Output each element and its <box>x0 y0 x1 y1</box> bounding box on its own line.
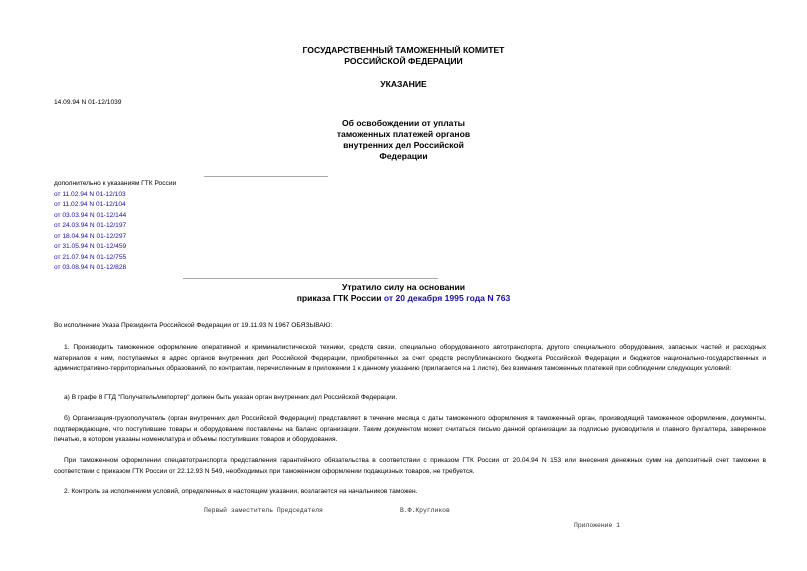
ref-link[interactable]: от 11.02.94 N 01-12/103 <box>54 190 126 198</box>
status-prefix: приказа ГТК России <box>296 293 384 303</box>
ref-link[interactable]: от 03.08.94 N 01-12/828 <box>54 264 127 271</box>
supplement-intro: дополнительно к указаниям ГТК России <box>54 180 177 187</box>
org-name-line1: ГОСУДАРСТВЕННЫЙ ТАМОЖЕННЫЙ КОМИТЕТ <box>302 45 505 55</box>
paragraph-b: б) Организация-грузополучатель (орган внутренних дел Российской Федерации) представляет в течение месяца с даты таможенного оформления в таможенный орган, производящий таможенное оформление, документы, подтверждающие, что поступившие товары и оборудование поставлены на баланс организации. Таким документом может считаться письмо данной организации за подписью руководителя и главного бухгалтера, заверенное печатью, в котором указаны номенклатура и объемы поступивших товаров и оборудования. <box>54 415 766 444</box>
signer-position: Первый заместитель Председателя <box>204 507 323 514</box>
repeal-order-link[interactable]: от 20 декабря 1995 года N 763 <box>383 293 511 303</box>
ref-link[interactable]: от 03.03.94 N 01-12/144 <box>54 211 127 219</box>
document-number: 14.09.94 N 01-12/1039 <box>54 99 122 106</box>
ref-link[interactable]: от 11.02.94 N 01-12/104 <box>54 201 126 208</box>
paragraph-2: 2. Контроль за исполнением условий, определенных в настоящем указании, возлагается на начальников таможен. <box>64 488 418 495</box>
status-line2 <box>0 293 807 304</box>
title-line: Федерации <box>379 151 428 161</box>
ref-link[interactable]: от 24.03.94 N 01-12/197 <box>54 222 127 229</box>
appendix-label: Приложение 1 <box>574 522 621 529</box>
ref-link[interactable]: от 21.07.94 N 01-12/755 <box>54 253 127 261</box>
preamble: Во исполнение Указа Президента Российской Федерации от 19.11.93 N 1967 ОБЯЗЫВАЮ: <box>54 322 333 329</box>
document-title <box>0 118 807 162</box>
status-line1: Утратило силу на основании <box>341 282 466 292</box>
divider <box>204 176 328 177</box>
supplement-block <box>54 179 176 274</box>
title-line: таможенных платежей органов <box>336 129 471 139</box>
divider <box>183 278 438 279</box>
title-line: внутренних дел Российской <box>343 140 464 150</box>
document-type: УКАЗАНИЕ <box>380 79 427 89</box>
paragraph-1: 1. Производить таможенное оформление оперативной и криминалистической техники, средств связи, специально оборудованного автотранспорта, другого специального оборудования, запасных частей и расходных материалов к ним, поступаемых в адрес органов внутренних дел Российской Федерации, приобретенных за счет средств республиканского бюджета Российской Федерации и бюджетов национально-государственных и административно-территориальных образований, по контрактам, перечисленным в приложении 1 к данному указанию (прилагается на 1 листе), без взимания таможенных платежей при соблюдении следующих условий: <box>54 344 766 373</box>
org-name-line2: РОССИЙСКОЙ ФЕДЕРАЦИИ <box>344 56 463 66</box>
ref-link[interactable]: от 31.05.94 N 01-12/459 <box>54 243 127 250</box>
signer-name: В.Ф.Кругликов <box>400 507 450 514</box>
paragraph-special-transport: При таможенном оформлении спецавтотранспорта представления гарантийного обязательства в соответствии с приказом ГТК России от 20.04.94 N 153 или внесения денежных сумм на депозитный счет таможни в соответствии с приказом ГТК России от 22.12.93 N 549, необходимых при таможенном оформлении подакцизных товаров, не требуется. <box>54 457 766 475</box>
ref-link[interactable]: от 18.04.94 N 01-12/297 <box>54 232 127 240</box>
paragraph-a: а) В графе 8 ГТД "Получатель/импортер" должен быть указан орган внутренних дел Российской Федерации. <box>64 394 398 401</box>
title-line: Об освобождении от уплаты <box>341 118 466 128</box>
